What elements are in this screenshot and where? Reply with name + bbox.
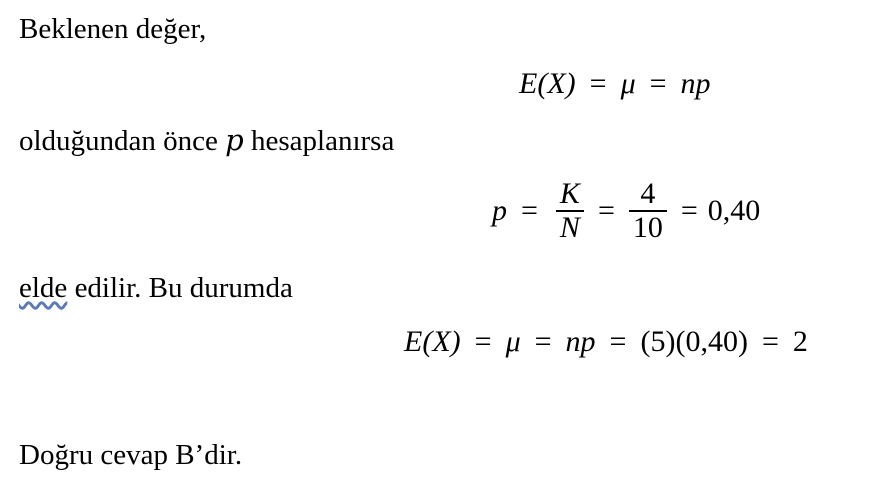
paragraph-answer: Doğru cevap B’dir. [19,439,243,471]
spellcheck-word-elde[interactable]: elde [19,272,68,304]
line2-pre: olduğundan önce [19,125,218,157]
eq3-lhs: E(X) [404,325,461,358]
eq2-lhs: p [492,194,507,227]
paragraph-compute-p [19,123,394,158]
eq1-equals-2: = [649,67,667,100]
eq3-equals-2: = [534,325,552,358]
eq2-equals-2: = [597,194,615,227]
fraction-n-denominator: N [559,211,580,244]
eq2-result: 0,40 [707,194,761,227]
eq2-equals: = [521,194,538,227]
paragraph-in-this-case [19,271,293,305]
equation-expected-value [519,66,711,102]
eq3-result: 2 [792,325,808,358]
line2-post: hesaplanırsa [251,125,395,157]
fraction-10-denominator: 10 [632,211,663,244]
fraction-4-numerator: 4 [640,177,656,210]
equation-p [492,178,760,244]
fraction-4-over-10 [629,178,667,244]
line3-rest: edilir. Bu durumda [74,272,293,304]
eq1-equals: = [589,67,607,100]
eq3-np: np [565,325,596,358]
line2-var-p: p [225,123,244,157]
eq1-rhs: np [680,67,711,100]
eq3-equals-4: = [761,325,779,358]
eq3-mu: μ [505,325,521,358]
eq2-equals-3: = [680,194,698,227]
eq3-product: (5)(0,40) [640,325,748,358]
fraction-k-over-n [556,178,584,244]
paragraph-expected-value: Beklenen değer, [19,13,207,45]
fraction-k-numerator: K [559,177,580,210]
eq1-lhs: E(X) [519,67,576,100]
eq3-equals-3: = [609,325,627,358]
eq1-mu: μ [620,67,636,100]
eq3-equals: = [474,325,492,358]
equation-expected-value-result [404,324,808,360]
